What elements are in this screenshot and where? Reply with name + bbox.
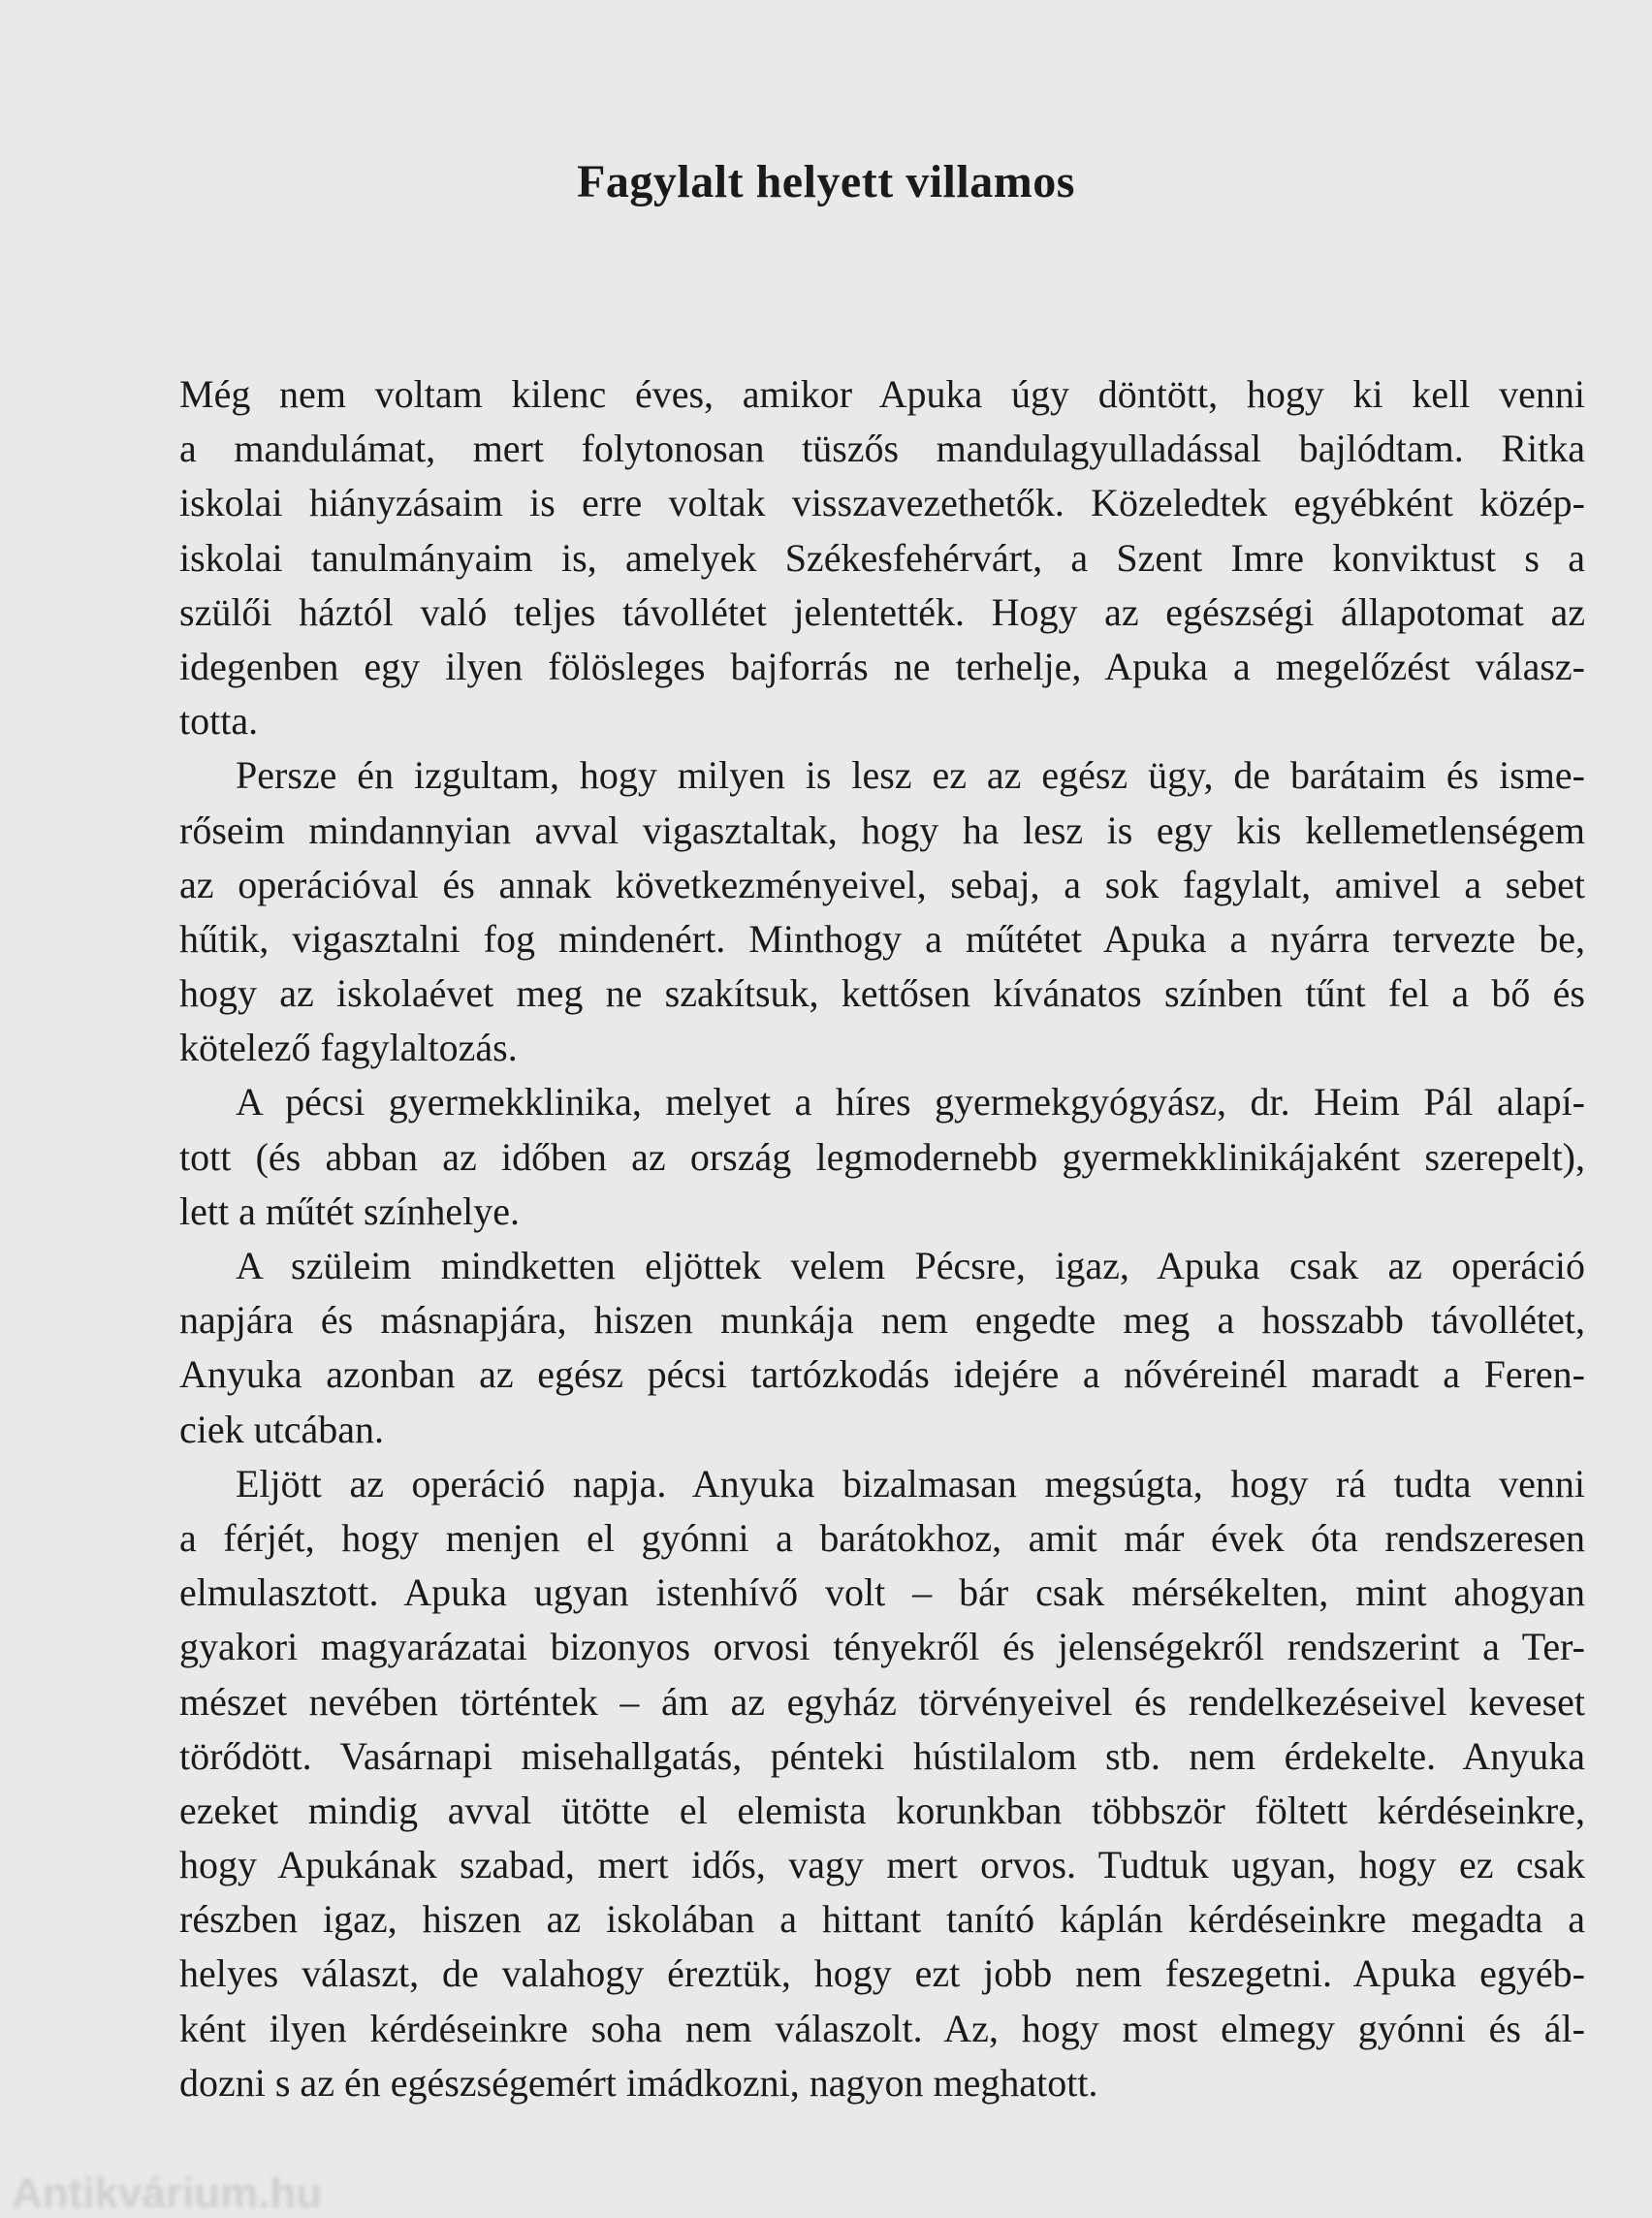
- text-line: a férjét, hogy menjen el gyónni a barátokhoz, amit már évek óta rendszeresen: [179, 1515, 1585, 1560]
- text-line: kötelező fagylaltozás.: [179, 1026, 518, 1070]
- text-line: helyes választ, de valahogy éreztük, hogy ezt jobb nem feszegetni. Apuka egyéb-: [179, 1951, 1585, 1996]
- text-line: részben igaz, hiszen az iskolában a hittant tanító káplán kérdéseinkre megadta a: [179, 1897, 1585, 1942]
- watermark: Antikvárium.hu: [12, 2170, 323, 2217]
- text-line: mészet nevében történtek – ám az egyház törvényeivel és rendelkezéseivel keveset: [179, 1679, 1585, 1724]
- chapter-title: Fagylalt helyett villamos: [577, 156, 1075, 207]
- text-line: törődött. Vasárnapi misehallgatás, pénteki hústilalom stb. nem érdekelte. Anyuka: [179, 1733, 1585, 1778]
- text-line: dozni s az én egészségemért imádkozni, nagyon meghatott.: [179, 2060, 1098, 2105]
- text-line: Persze én izgultam, hogy milyen is lesz ez az egész ügy, de barátaim és isme-: [236, 753, 1585, 798]
- text-line: A szüleim mindketten eljöttek velem Pécsre, igaz, Apuka csak az operáció: [236, 1244, 1585, 1287]
- paragraph: [179, 1457, 1585, 2110]
- paragraph: [179, 748, 1585, 1075]
- text-line: lett a műtét színhelye.: [179, 1188, 520, 1233]
- text-line: az operációval és annak következményeivel, sebaj, a sok fagylalt, amivel a sebet: [179, 862, 1585, 906]
- text-line: tott (és abban az időben az ország legmodernebb gyermekklinikájaként szerepelt),: [179, 1134, 1585, 1179]
- paragraph: [179, 1239, 1585, 1457]
- text-line: ezeket mindig avval ütötte el elemista korunkban többször föltett kérdéseinkre,: [179, 1788, 1585, 1832]
- text-line: iskolai hiányzásaim is erre voltak visszavezethetők. Közeledtek egyébként közép-: [179, 481, 1585, 525]
- text-line: Még nem voltam kilenc éves, amikor Apuka úgy döntött, hogy ki kell venni: [179, 372, 1585, 416]
- text-line: szülői háztól való teljes távollétet jelentették. Hogy az egészségi állapotomat az: [179, 589, 1585, 634]
- paragraph: [179, 1075, 1585, 1239]
- text-line: ként ilyen kérdéseinkre soha nem válaszolt. Az, hogy most elmegy gyónni és ál-: [179, 2006, 1585, 2050]
- text-line: hűtik, vigasztalni fog mindenért. Minthogy a műtétet Apuka a nyárra tervezte be,: [179, 916, 1585, 961]
- text-line: Eljött az operáció napja. Anyuka bizalmasan megsúgta, hogy rá tudta venni: [236, 1461, 1585, 1505]
- paragraph: [179, 367, 1585, 748]
- text-line: hogy az iskolaévet meg ne szakítsuk, kettősen kívánatos színben tűnt fel a bő és: [179, 971, 1585, 1016]
- text-line: napjára és másnapjára, hiszen munkája nem engedte meg a hosszabb távollétet,: [179, 1298, 1585, 1343]
- text-line: idegenben egy ilyen fölösleges bajforrás ne terhelje, Apuka a megelőzést válasz-: [179, 644, 1585, 688]
- text-line: A pécsi gyermekklinika, melyet a híres gyermekgyógyász, dr. Heim Pál alapí-: [236, 1080, 1585, 1125]
- text-line: elmulasztott. Apuka ugyan istenhívő volt – bár csak mérsékelten, mint ahogyan: [179, 1570, 1585, 1615]
- text-line: totta.: [179, 699, 259, 744]
- text-line: ciek utcában.: [179, 1407, 384, 1451]
- text-line: rőseim mindannyian avval vigasztaltak, hogy ha lesz is egy kis kellemetlenségem: [179, 808, 1585, 852]
- text-line: iskolai tanulmányaim is, amelyek Székesfehérvárt, a Szent Imre konviktust s a: [179, 535, 1585, 580]
- text-line: Anyuka azonban az egész pécsi tartózkodás idejére a nővéreinél maradt a Feren-: [179, 1352, 1585, 1397]
- text-line: hogy Apukának szabad, mert idős, vagy mert orvos. Tudtuk ugyan, hogy ez csak: [179, 1843, 1585, 1887]
- text-line: a mandulámat, mert folytonosan tüszős mandulagyulladással bajlódtam. Ritka: [179, 427, 1585, 471]
- chapter-body: [179, 367, 1585, 2110]
- text-line: gyakori magyarázatai bizonyos orvosi tényekről és jelenségekről rendszerint a Ter-: [179, 1625, 1585, 1669]
